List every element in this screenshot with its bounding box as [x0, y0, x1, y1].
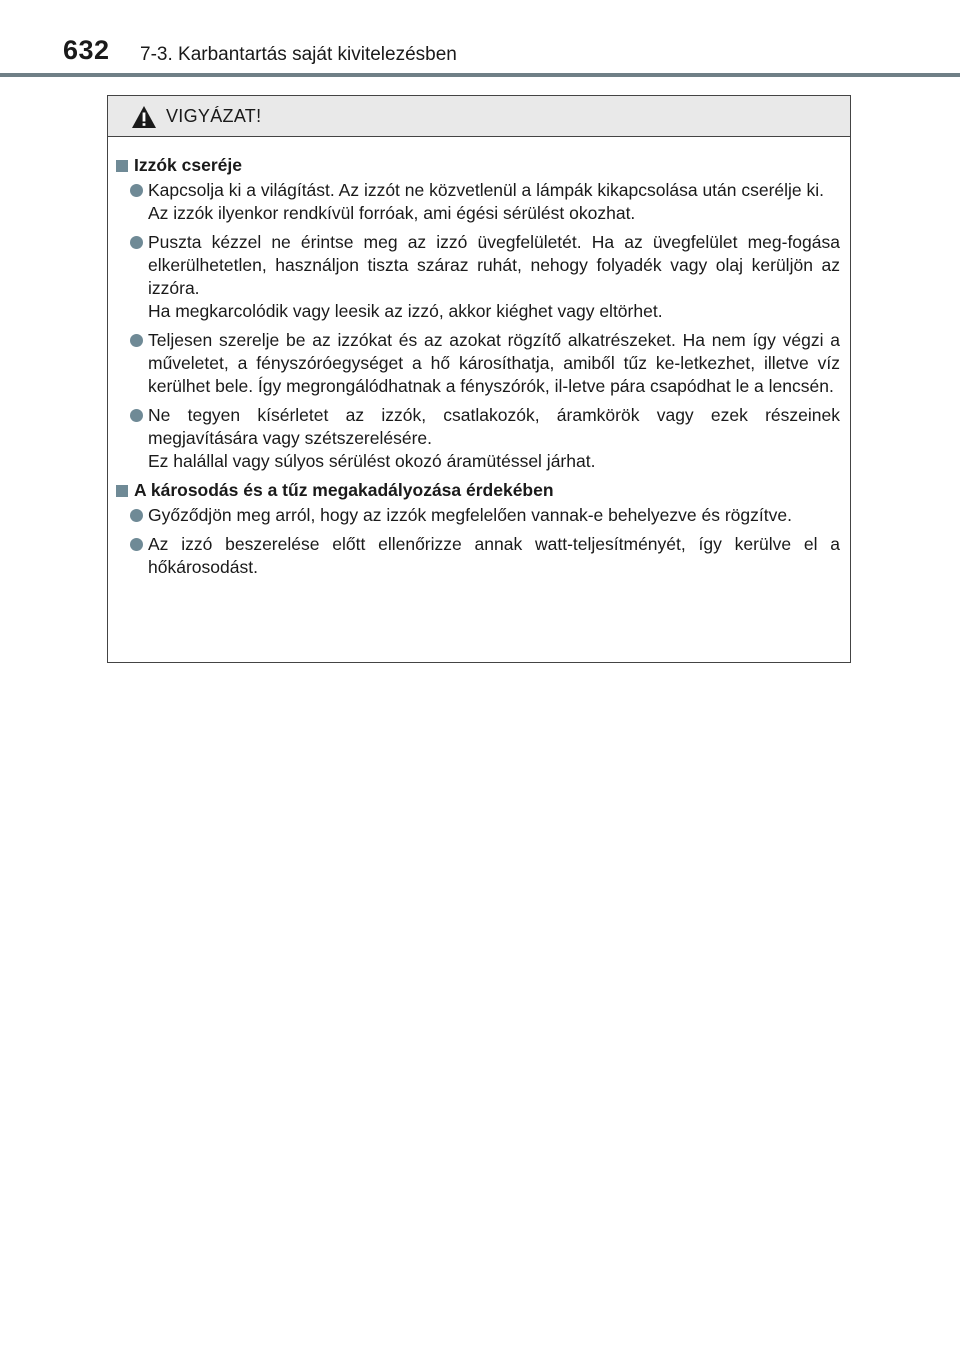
section-heading — [116, 154, 840, 177]
header-rule — [0, 73, 960, 77]
circle-bullet-icon — [130, 409, 143, 422]
list-item — [116, 231, 840, 323]
page-number: 632 — [63, 35, 110, 65]
item-text: Győződjön meg arról, hogy az izzók megfelelően vannak-e behelyezve és rögzítve. — [148, 505, 792, 525]
warning-header — [108, 96, 850, 137]
item-text: Teljesen szerelje be az izzókat és az azokat rögzítő alkatrészeket. Ha nem így végzi a műveletet, a fényszóróegységet a hő károsíthatja, amiből tűz ke-letkezhet, illetve víz kerülhet bele. Így megrongálódhatnak a fényszórók, il-letve pára csapódhat le a lencsén. — [148, 330, 840, 396]
circle-bullet-icon — [130, 509, 143, 522]
list-item — [116, 179, 840, 225]
list-item — [116, 504, 840, 527]
section-heading-text: A károsodás és a tűz megakadályozása érdekében — [134, 480, 554, 500]
section-bulb-replacement — [116, 154, 840, 473]
page-header — [0, 0, 960, 80]
circle-bullet-icon — [130, 334, 143, 347]
item-text: Az izzó beszerelése előtt ellenőrizze annak watt-teljesítményét, így kerülve el a hőkárosodást. — [148, 534, 840, 577]
list-item — [116, 329, 840, 398]
section-damage-fire-prevention — [116, 479, 840, 579]
item-extra: Az izzók ilyenkor rendkívül forróak, ami égési sérülést okozhat. — [148, 203, 636, 223]
square-bullet-icon — [116, 160, 128, 172]
list-item — [116, 533, 840, 579]
section-heading-text: Izzók cseréje — [134, 155, 242, 175]
item-text: Ne tegyen kísérletet az izzók, csatlakozók, áramkörök vagy ezek részeinek megjavítására vagy szétszerelésére. — [148, 405, 840, 448]
warning-box — [107, 95, 851, 663]
warning-title: VIGYÁZAT! — [166, 106, 262, 126]
item-extra: Ez halállal vagy súlyos sérülést okozó áramütéssel járhat. — [148, 451, 596, 471]
section-heading — [116, 479, 840, 502]
item-text: Kapcsolja ki a világítást. Az izzót ne közvetlenül a lámpák kikapcsolása után cserélje ki. — [148, 180, 825, 200]
list-item — [116, 404, 840, 473]
warning-body — [108, 137, 850, 579]
circle-bullet-icon — [130, 184, 143, 197]
square-bullet-icon — [116, 485, 128, 497]
item-extra: Ha megkarcolódik vagy leesik az izzó, akkor kiéghet vagy eltörhet. — [148, 301, 663, 321]
circle-bullet-icon — [130, 236, 143, 249]
warning-triangle-icon — [131, 105, 157, 129]
section-title: 7-3. Karbantartás saját kivitelezésben — [140, 44, 457, 65]
circle-bullet-icon — [130, 538, 143, 551]
item-text: Puszta kézzel ne érintse meg az izzó üvegfelületét. Ha az üvegfelület meg-fogása elkerülhetetlen, használjon tiszta száraz ruhát, nehogy folyadék vagy olaj kerüljön az izzóra. — [148, 232, 840, 298]
